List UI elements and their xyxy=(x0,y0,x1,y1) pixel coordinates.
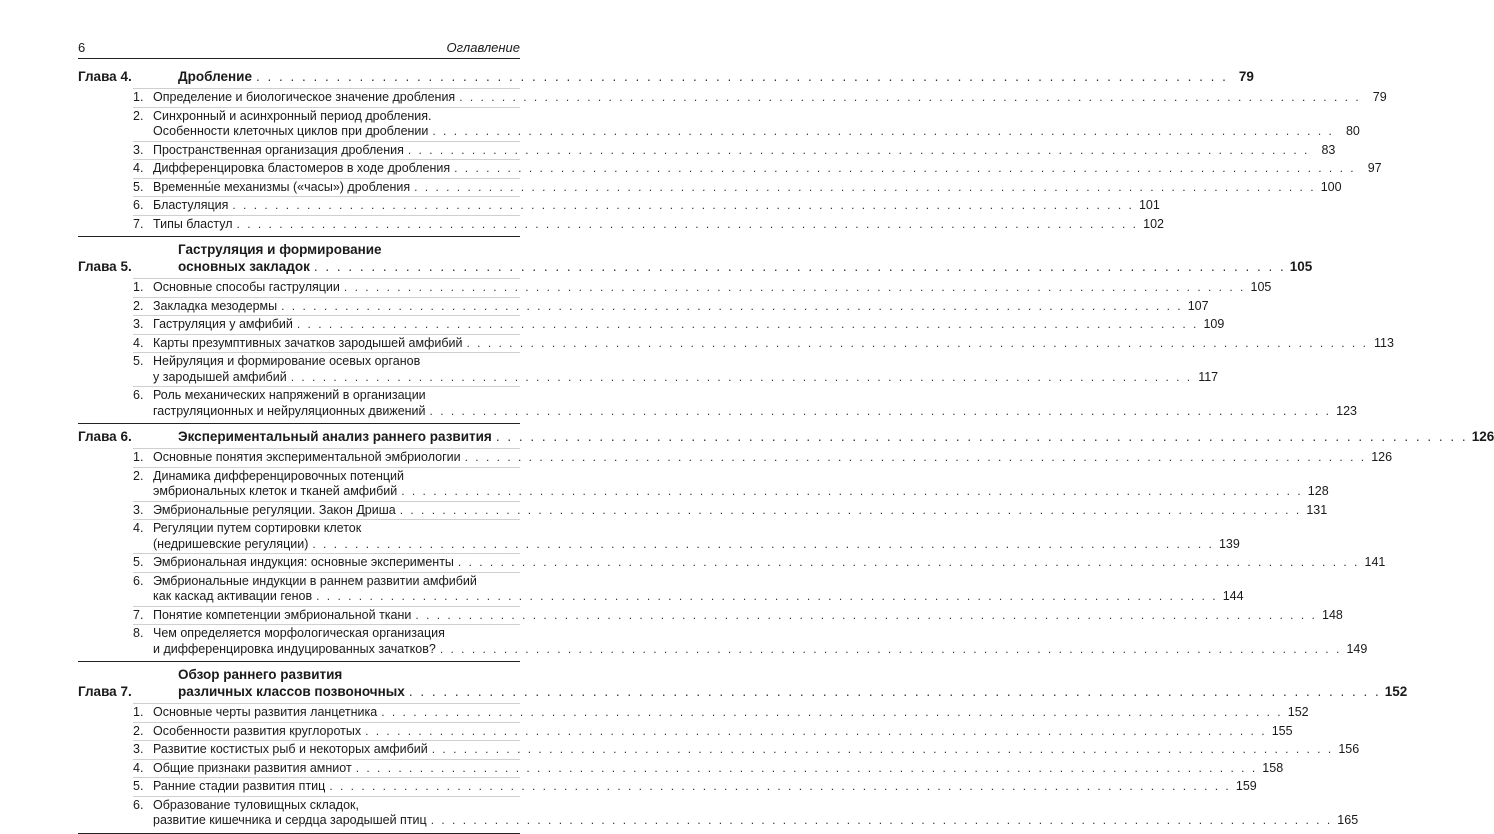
entry-title: Основные способы гаструляции xyxy=(153,280,340,294)
toc-entry xyxy=(133,624,1368,658)
chapter-label: Глава 4. xyxy=(78,69,132,84)
entry-number: 2. xyxy=(133,723,144,738)
entry-last-line xyxy=(153,537,1240,553)
dot-leader xyxy=(291,370,1192,386)
entry-last-line xyxy=(153,555,1385,571)
entry-page-number: 156 xyxy=(1338,742,1360,756)
entry-body xyxy=(153,779,1257,795)
entry-body xyxy=(153,388,1357,419)
dot-leader xyxy=(232,198,1133,214)
entry-page-number: 113 xyxy=(1374,335,1394,350)
entry-page-number: 165 xyxy=(1337,813,1359,827)
entry-body xyxy=(153,626,1367,657)
section-list xyxy=(133,703,1360,830)
entry-body xyxy=(153,742,1359,758)
section-list xyxy=(133,448,1393,658)
toc-entry xyxy=(133,501,1328,520)
toc-entry xyxy=(133,88,1387,107)
toc-entry xyxy=(133,141,1336,160)
chapter-section xyxy=(78,662,1408,834)
dot-leader xyxy=(466,336,1367,352)
entry-body xyxy=(153,608,1343,624)
toc-entry xyxy=(133,352,1219,386)
toc-entry xyxy=(133,796,1359,830)
entry-title: как каскад активации генов xyxy=(153,589,313,603)
entry-body xyxy=(153,469,1329,500)
toc-entry xyxy=(133,107,1360,141)
entry-last-line xyxy=(153,217,1164,233)
chapter-title-last-line xyxy=(178,428,1494,445)
dot-leader xyxy=(454,161,1355,177)
toc-entry xyxy=(133,467,1329,501)
toc-entry xyxy=(133,178,1342,197)
entry-last-line xyxy=(153,180,1342,196)
chapter-title xyxy=(178,428,1494,445)
section-list xyxy=(133,88,1387,233)
entry-title: Основные черты развития ланцетника xyxy=(153,705,378,719)
dot-leader xyxy=(458,555,1359,571)
toc-entry xyxy=(133,759,1284,778)
dot-leader xyxy=(409,683,1381,700)
toc-entry xyxy=(133,606,1343,625)
entry-number: 1. xyxy=(133,280,144,294)
entry-page-number: 80 xyxy=(1345,124,1360,138)
dot-leader xyxy=(356,761,1257,777)
chapter-title-line: различных классов позвоночных xyxy=(178,684,405,699)
entry-body xyxy=(153,503,1327,519)
entry-title: развитие кишечника и сердца зародышей птиц xyxy=(153,813,427,827)
entry-last-line xyxy=(153,90,1387,106)
entry-body xyxy=(153,450,1392,466)
entry-number: 4. xyxy=(133,335,144,350)
dot-leader xyxy=(415,608,1316,624)
entry-page-number: 152 xyxy=(1287,705,1309,719)
toc-entry xyxy=(133,215,1164,234)
chapter-title xyxy=(178,666,1407,700)
entry-body xyxy=(153,761,1283,777)
dot-leader xyxy=(281,299,1182,315)
entry-title: Определение и биологическое значение дробления xyxy=(153,90,456,104)
entry-number: 2. xyxy=(133,108,144,123)
chapter-page-number: 105 xyxy=(1289,259,1313,274)
entry-last-line xyxy=(153,724,1293,740)
chapter-page-number: 126 xyxy=(1471,429,1494,444)
toc-entry xyxy=(133,278,1272,297)
chapter-title xyxy=(178,241,1312,275)
entry-title: эмбриональных клеток и тканей амфибий xyxy=(153,484,398,498)
entry-title: Образование туловищных складок, xyxy=(153,797,359,812)
dot-leader xyxy=(432,124,1333,140)
entry-page-number: 83 xyxy=(1321,142,1336,157)
toc-entry xyxy=(133,297,1209,316)
entry-last-line xyxy=(153,642,1367,658)
entry-title: Бластуляция xyxy=(153,198,229,212)
toc-entry xyxy=(133,315,1225,334)
chapter-heading xyxy=(78,241,1313,275)
entry-last-line xyxy=(153,299,1209,315)
entry-title: Пространственная организация дробления xyxy=(153,142,404,157)
entry-page-number: 126 xyxy=(1371,450,1393,464)
toc-entry xyxy=(133,519,1240,553)
entry-body xyxy=(153,109,1360,140)
entry-number: 4. xyxy=(133,161,144,175)
toc-entry xyxy=(133,553,1386,572)
entry-last-line xyxy=(153,161,1382,177)
entry-number: 7. xyxy=(133,216,144,231)
chapter-label: Глава 5. xyxy=(78,259,132,274)
entry-number: 1. xyxy=(133,450,144,464)
entry-body xyxy=(153,354,1218,385)
entry-number: 5. xyxy=(133,179,144,194)
entry-page-number: 117 xyxy=(1198,369,1219,384)
dot-leader xyxy=(459,90,1360,106)
chapter-title-line: Экспериментальный анализ раннего развития xyxy=(178,429,492,444)
entry-number: 5. xyxy=(133,555,144,569)
entry-title: Временны́е механизмы («часы») дробления xyxy=(153,179,411,194)
toc-entry xyxy=(133,448,1393,467)
entry-last-line xyxy=(153,280,1271,296)
toc-entry xyxy=(133,722,1293,741)
dot-leader xyxy=(400,503,1301,519)
entry-title: гаструляционных и нейруляционных движений xyxy=(153,403,426,418)
entry-body xyxy=(153,317,1224,333)
toc-entry xyxy=(133,196,1160,215)
entry-last-line xyxy=(153,336,1394,352)
dot-leader xyxy=(329,779,1230,795)
entry-number: 3. xyxy=(133,317,144,331)
dot-leader xyxy=(465,450,1366,466)
entry-body xyxy=(153,798,1358,829)
entry-page-number: 148 xyxy=(1322,607,1343,622)
entry-page-number: 100 xyxy=(1320,179,1342,194)
chapter-title-last-line xyxy=(178,258,1312,275)
entry-last-line xyxy=(153,484,1329,500)
entry-title: Особенности клеточных циклов при дроблении xyxy=(153,124,429,138)
entry-page-number: 128 xyxy=(1307,484,1329,498)
dot-leader xyxy=(316,589,1217,605)
dot-leader xyxy=(440,642,1341,658)
entry-body xyxy=(153,143,1335,159)
entry-last-line xyxy=(153,143,1335,159)
entry-number: 5. xyxy=(133,354,144,368)
entry-title: Эмбриональные регуляции. Закон Дриша xyxy=(153,502,396,517)
entry-body xyxy=(153,336,1394,352)
entry-body xyxy=(153,521,1240,552)
dot-leader xyxy=(297,317,1198,333)
chapter-title-line: основных закладок xyxy=(178,259,310,274)
entry-number: 1. xyxy=(133,90,144,104)
entry-title: Основные понятия экспериментальной эмбриологии xyxy=(153,450,461,464)
chapter-title xyxy=(178,68,1254,85)
entry-number: 1. xyxy=(133,705,144,719)
entry-page-number: 155 xyxy=(1271,723,1293,738)
entry-title: (недришевские регуляции) xyxy=(153,536,309,551)
table-of-contents xyxy=(78,62,1494,834)
dot-leader xyxy=(430,404,1331,420)
entry-last-line xyxy=(153,503,1327,519)
entry-last-line xyxy=(153,779,1257,795)
entry-page-number: 79 xyxy=(1372,90,1387,104)
entry-title: Понятие компетенции эмбриональной ткани xyxy=(153,607,412,622)
page-header xyxy=(78,38,520,59)
dot-leader xyxy=(431,813,1332,829)
chapter-title-last-line xyxy=(178,683,1407,700)
entry-last-line xyxy=(153,198,1160,214)
entry-number: 3. xyxy=(133,742,144,756)
entry-last-line xyxy=(153,608,1343,624)
chapter-title-line: Дробление xyxy=(178,69,252,84)
dot-leader xyxy=(237,217,1138,233)
section-list xyxy=(133,278,1394,420)
entry-title: Роль механических напряжений в организации xyxy=(153,388,426,402)
entry-last-line xyxy=(153,813,1358,829)
toc-entry xyxy=(133,777,1257,796)
entry-title: Нейруляция и формирование осевых органов xyxy=(153,354,421,368)
entry-number: 6. xyxy=(133,573,144,588)
chapter-section xyxy=(78,424,1494,662)
entry-body xyxy=(153,180,1342,196)
chapter-section xyxy=(78,62,1387,237)
entry-body xyxy=(153,705,1309,721)
dot-leader xyxy=(314,258,1286,275)
chapter-label: Глава 6. xyxy=(78,429,132,444)
toc-entry xyxy=(133,159,1382,178)
entry-page-number: 139 xyxy=(1218,536,1240,551)
entry-page-number: 102 xyxy=(1143,216,1164,231)
entry-title: и дифференцировка индуцированных зачатков? xyxy=(153,641,436,656)
chapter-title-last-line xyxy=(178,68,1254,85)
entry-page-number: 131 xyxy=(1306,502,1328,517)
entry-number: 6. xyxy=(133,797,144,812)
entry-title: Ранние стадии развития птиц xyxy=(153,779,326,793)
entry-last-line xyxy=(153,589,1244,605)
entry-page-number: 105 xyxy=(1250,280,1272,294)
toc-entry xyxy=(133,740,1360,759)
entry-title: у зародышей амфибий xyxy=(153,369,287,384)
entry-page-number: 109 xyxy=(1203,317,1225,331)
toc-entry xyxy=(133,386,1357,420)
entry-title: Дифференцировка бластомеров в ходе дробления xyxy=(153,161,451,175)
entry-body xyxy=(153,198,1160,214)
entry-number: 4. xyxy=(133,521,144,535)
dot-leader xyxy=(381,705,1282,721)
entry-body xyxy=(153,555,1385,571)
dot-leader xyxy=(496,428,1468,445)
entry-body xyxy=(153,574,1244,605)
dot-leader xyxy=(312,537,1213,553)
entry-number: 7. xyxy=(133,607,144,622)
entry-page-number: 141 xyxy=(1364,555,1386,569)
entry-number: 3. xyxy=(133,142,144,157)
toc-entry xyxy=(133,334,1394,353)
entry-body xyxy=(153,280,1271,296)
entry-page-number: 158 xyxy=(1262,760,1284,775)
entry-title: Синхронный и асинхронный период дробления. xyxy=(153,108,432,123)
entry-page-number: 144 xyxy=(1222,589,1244,603)
entry-page-number: 97 xyxy=(1367,161,1382,175)
entry-title: Эмбриональные индукции в раннем развитии амфибий xyxy=(153,573,477,588)
entry-page-number: 149 xyxy=(1346,641,1368,656)
entry-number: 2. xyxy=(133,298,144,313)
entry-number: 2. xyxy=(133,468,144,483)
entry-last-line xyxy=(153,124,1360,140)
entry-title: Регуляции путем сортировки клеток xyxy=(153,521,362,535)
chapter-heading xyxy=(78,666,1408,700)
entry-last-line xyxy=(153,761,1283,777)
dot-leader xyxy=(432,742,1333,758)
entry-title: Гаструляция у амфибий xyxy=(153,317,293,331)
entry-body xyxy=(153,299,1209,315)
entry-number: 6. xyxy=(133,198,144,212)
entry-body xyxy=(153,217,1164,233)
entry-title: Эмбриональная индукция: основные эксперименты xyxy=(153,555,454,569)
entry-page-number: 123 xyxy=(1336,403,1357,418)
chapter-page-number: 152 xyxy=(1384,684,1408,699)
dot-leader xyxy=(408,143,1309,159)
entry-last-line xyxy=(153,370,1218,386)
entry-title: Динамика дифференцировочных потенций xyxy=(153,468,405,483)
chapter-label: Глава 7. xyxy=(78,684,132,699)
entry-title: Особенности развития круглоротых xyxy=(153,723,362,738)
entry-last-line xyxy=(153,404,1357,420)
entry-title: Чем определяется морфологическая организация xyxy=(153,626,445,640)
toc-entry xyxy=(133,572,1244,606)
entry-title: Развитие костистых рыб и некоторых амфибий xyxy=(153,742,428,756)
chapter-heading xyxy=(78,68,1254,85)
entry-last-line xyxy=(153,705,1309,721)
entry-page-number: 101 xyxy=(1138,198,1160,212)
toc-entry xyxy=(133,703,1309,722)
chapter-heading xyxy=(78,428,1494,445)
entry-number: 4. xyxy=(133,760,144,775)
dot-leader xyxy=(414,180,1315,196)
dot-leader xyxy=(256,68,1228,85)
entry-number: 8. xyxy=(133,626,144,640)
dot-leader xyxy=(344,280,1245,296)
entry-last-line xyxy=(153,450,1392,466)
entry-last-line xyxy=(153,742,1359,758)
running-title: Оглавление xyxy=(446,40,520,55)
entry-title: Закладка мезодермы xyxy=(153,298,278,313)
dot-leader xyxy=(401,484,1302,500)
entry-body xyxy=(153,90,1387,106)
chapter-title-line: Обзор раннего развития xyxy=(178,667,343,682)
entry-last-line xyxy=(153,317,1224,333)
entry-page-number: 159 xyxy=(1235,779,1257,793)
entry-number: 3. xyxy=(133,502,144,517)
entry-body xyxy=(153,161,1382,177)
chapter-section xyxy=(78,237,1394,424)
entry-title: Типы бластул xyxy=(153,216,233,231)
page-number: 6 xyxy=(78,40,86,55)
entry-title: Общие признаки развития амниот xyxy=(153,760,352,775)
entry-page-number: 107 xyxy=(1187,298,1209,313)
entry-body xyxy=(153,724,1293,740)
dot-leader xyxy=(365,724,1266,740)
entry-title: Карты презумптивных зачатков зародышей амфибий xyxy=(153,335,463,350)
chapter-page-number: 79 xyxy=(1238,69,1254,84)
chapter-title-line: Гаструляция и формирование xyxy=(178,242,382,257)
entry-number: 5. xyxy=(133,779,144,793)
entry-number: 6. xyxy=(133,388,144,402)
